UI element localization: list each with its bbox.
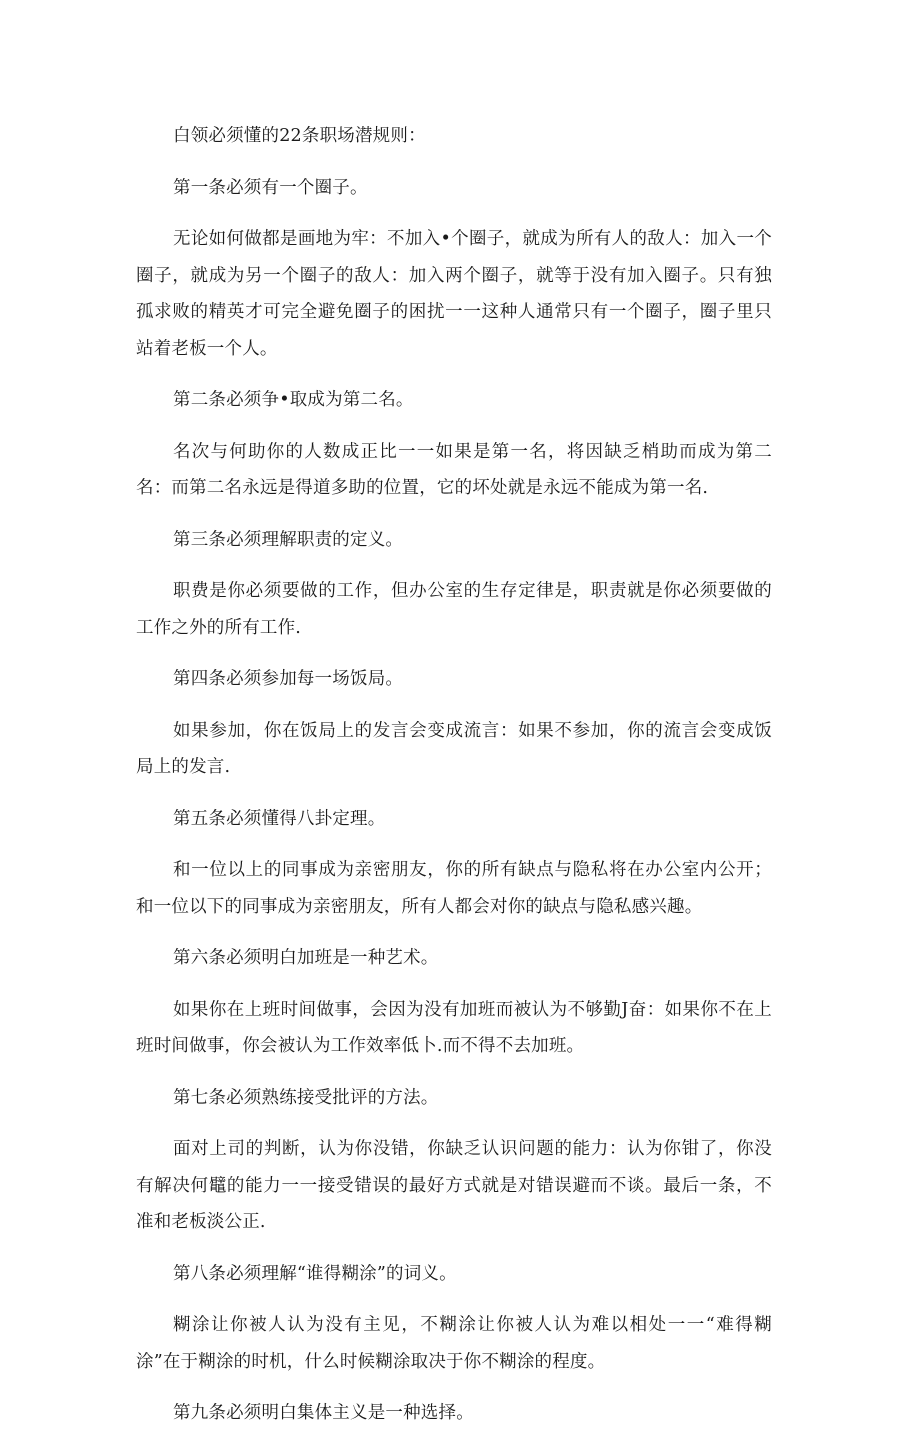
- document-heading: 白领必须懂的22条职场潜规则：: [173, 126, 426, 146]
- rule-title-7: 第七条必须熟练接受批评的方法。: [173, 1087, 439, 1108]
- document-body: [136, 118, 772, 1447]
- rule-title-9: 第九条必须明白集体主义是一种选择。: [173, 1403, 474, 1423]
- rule-text-7: 面对上司的判断，认为你没错，你缺乏认识问题的能力：认为你钳了，你没有解决何鼊的能力一一接受错误的最好方式就是对错误避而不谈。最后一条，不准和老板淡公正.: [136, 1139, 772, 1232]
- rule-title-8: 第八条必须理解“谁得糊涂”的词义。: [173, 1263, 457, 1284]
- rule-text-2: 名次与何助你的人数成正比一一如果是第一名，将因缺乏梢助而成为第二名：而第二名永远是得道多助的位置，它的坏处就是永远不能成为第一名.: [136, 441, 772, 498]
- rule-text-1: 无论如何做都是画地为牢：不加入•个圈子，就成为所有人的敌人：加入一个圈子，就成为另一个圈子的敌人：加入两个圈子，就等于没有加入圈子。只有独孤求败的精英才可完全避免圈子的困扰一一这种人通常只有一个圈子，圈子里只站着老板一个人。: [136, 229, 772, 359]
- rule-title-2: 第二条必须争•取成为第二名。: [173, 390, 414, 410]
- rule-title-6: 第六条必须明白加班是一种艺术。: [173, 948, 439, 968]
- rule-title-4: 第四条必须参加每一场饭局。: [173, 669, 404, 689]
- rule-title-3: 第三条必须理解职责的定义。: [173, 529, 404, 550]
- rule-text-4: 如果参加，你在饭局上的发言会变成流言：如果不参加，你的流言会变成饭局上的发言.: [136, 720, 772, 777]
- rule-title-1: 第一条必须有一个圈子。: [173, 177, 368, 198]
- rule-text-8: 糊涂让你被人认为没有主见，不糊涂让你被人认为难以相处一一“难得糊涂”在于糊涂的时机，什么时候糊涂取决于你不糊涂的程度。: [136, 1315, 772, 1372]
- rule-text-3: 职费是你必须要做的工作，但办公室的生存定律是，职责就是你必须要做的工作之外的所有工作.: [136, 581, 772, 638]
- rule-title-5: 第五条必须懂得八卦定理。: [173, 808, 386, 829]
- rule-text-5: 和一位以上的同事成为亲密朋友，你的所有缺点与隐私将在办公室内公开；和一位以下的同事成为亲密朋友，所有人都会对你的缺点与隐私感兴趣。: [136, 860, 772, 917]
- rule-text-6: 如果你在上班时间做事，会因为没有加班而被认为不够勤J奋：如果你不在上班时间做事，你会被认为工作效率低卜.而不得不去加班。: [136, 999, 772, 1056]
